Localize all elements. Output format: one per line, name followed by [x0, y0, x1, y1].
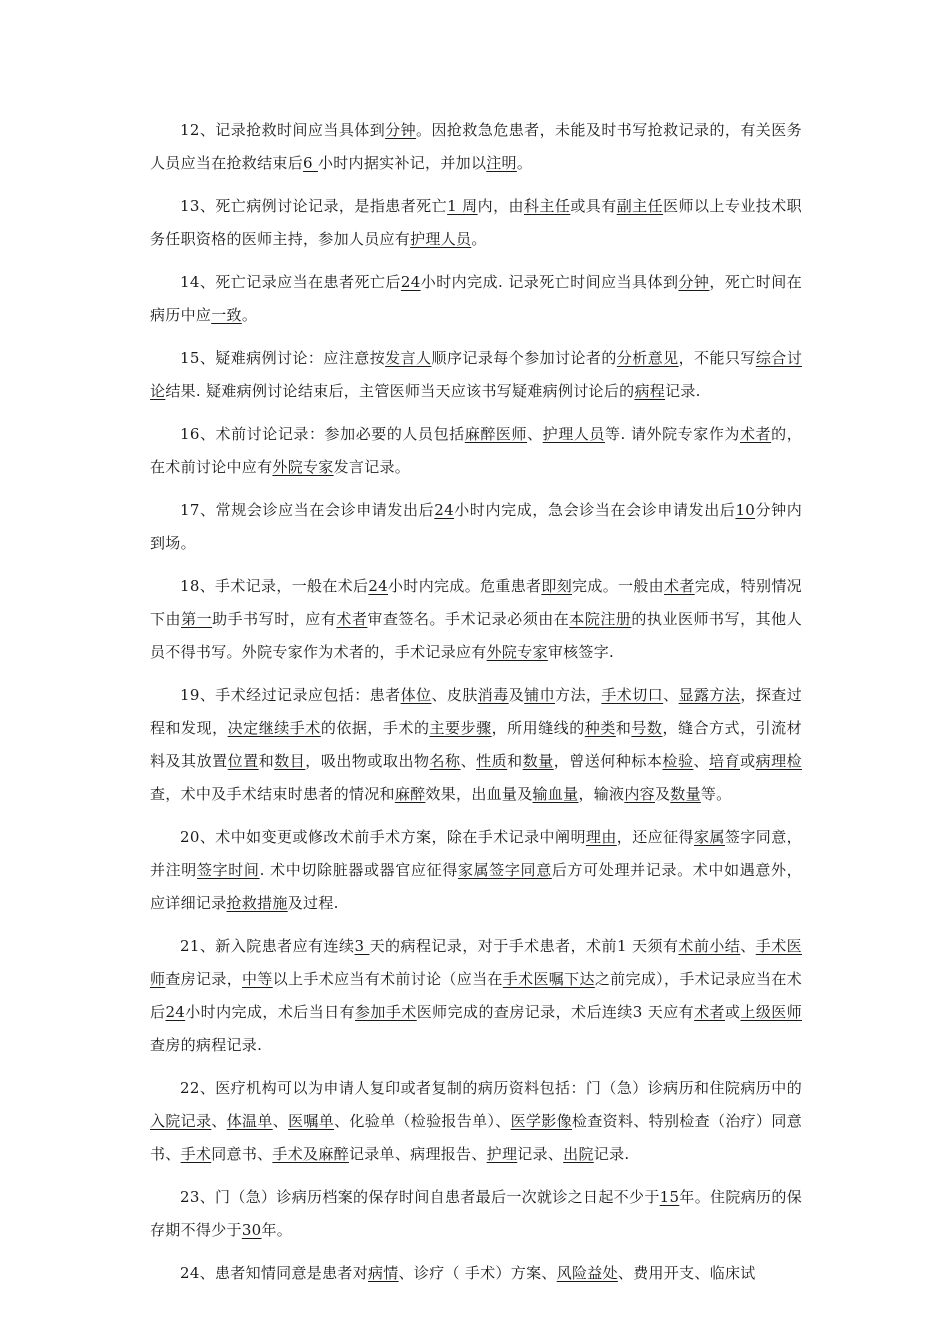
text-segment: 等. 请外院专家作为: [604, 425, 740, 443]
text-segment: 天的病程记录，对于手术患者，术前1 天须有: [369, 937, 679, 955]
underlined-answer: 发言人: [385, 349, 432, 367]
text-segment: 的，在术前讨论中应有: [150, 425, 803, 476]
paragraph-item: [150, 114, 802, 180]
underlined-answer: 风险益处: [556, 1264, 618, 1282]
text-segment: 分钟内到场。: [150, 501, 802, 552]
text-segment: 及: [654, 785, 671, 803]
text-segment: 及: [508, 686, 525, 704]
text-segment: 、费用开支、临床试: [617, 1264, 756, 1282]
text-segment: 。: [516, 154, 533, 172]
underlined-answer: 理由: [585, 828, 617, 846]
text-segment: . 术中切除脏器或器官应征得: [259, 861, 458, 879]
underlined-answer: 出院: [563, 1145, 594, 1163]
underlined-answer: 病程: [634, 382, 666, 400]
text-segment: 之前完成），手术记录应当在术后: [150, 970, 802, 1021]
text-segment: 及过程.: [287, 894, 339, 912]
text-segment: 、: [211, 1112, 227, 1130]
text-segment: 、诊疗（ 手术）方案、: [398, 1264, 557, 1282]
text-segment: 16、术前讨论记录：参加必要的人员包括: [180, 425, 465, 443]
underlined-answer: 号数: [631, 719, 663, 737]
text-segment: 等。: [700, 785, 732, 803]
text-segment: 查房的病程记录.: [150, 1036, 263, 1054]
text-segment: 完成。一般由: [572, 577, 665, 595]
text-segment: 或: [740, 752, 756, 770]
underlined-answer: 术者: [336, 610, 368, 628]
underlined-answer: 参加手术: [355, 1003, 417, 1021]
underlined-answer: 体温单: [226, 1112, 273, 1130]
underlined-answer: 铺巾: [524, 686, 556, 704]
underlined-answer: 种类: [584, 719, 616, 737]
underlined-answer: 输血量: [532, 785, 579, 803]
text-segment: 和: [507, 752, 523, 770]
text-segment: 15、疑难病例讨论：应注意按: [180, 349, 386, 367]
text-segment: 12、记录抢救时间应当具体到: [180, 121, 386, 139]
text-segment: 记录、: [517, 1145, 564, 1163]
text-segment: 17、常规会诊应当在会诊申请发出后: [180, 501, 435, 519]
text-segment: 以上手术应当有术前讨论（应当在: [272, 970, 503, 988]
text-segment: 效果，出血量及: [425, 785, 533, 803]
underlined-answer: 10: [735, 501, 756, 519]
text-segment: 的依据，手术的: [320, 719, 430, 737]
underlined-answer: 培育: [709, 752, 741, 770]
text-segment: 小时内据实补记，并加以: [317, 154, 487, 172]
underlined-answer: 手术切口: [601, 686, 664, 704]
underlined-answer: 30: [241, 1221, 262, 1239]
underlined-answer: 1 周: [447, 197, 478, 215]
paragraph-item: [150, 190, 802, 256]
text-segment: ，曾送何种标本: [553, 752, 663, 770]
underlined-answer: 外院专家: [272, 458, 334, 476]
text-segment: 20、术中如变更或修改术前手术方案，除在手术记录中阐明: [180, 828, 586, 846]
text-segment: 、: [460, 752, 477, 770]
text-segment: 小时内完成. 记录死亡时间应当具体到: [420, 273, 679, 291]
underlined-answer: 即刻: [541, 577, 573, 595]
underlined-answer: 家属: [694, 828, 725, 846]
paragraph-item: [150, 1181, 802, 1247]
underlined-answer: 术前小结: [678, 937, 741, 955]
text-segment: 医师以上专业技术职务任职资格的医师主持，参加人员应有: [150, 197, 802, 248]
text-segment: 记录单、病理报告、: [348, 1145, 487, 1163]
document-page: [150, 114, 802, 1300]
text-segment: 或: [724, 1003, 741, 1021]
text-segment: 。因抢救急危患者，未能及时书写抢救记录的，有关医务人员应当在抢救结束后: [150, 121, 802, 172]
text-segment: 发言记录。: [333, 458, 411, 476]
text-segment: 22、医疗机构可以为申请人复印或者复制的病历资料包括：门（急）诊病历和住院病历中的: [180, 1079, 802, 1097]
text-segment: 内，由: [477, 197, 524, 215]
text-segment: 19、手术经过记录应包括：患者: [180, 686, 401, 704]
underlined-answer: 24: [165, 1003, 186, 1021]
underlined-answer: 名称: [429, 752, 461, 770]
text-segment: 24、患者知情同意是患者对: [180, 1264, 368, 1282]
underlined-answer: 手术医师: [150, 937, 802, 988]
text-segment: 的执业医师书写，其他人员不得书写。外院专家作为术者的，手术记录应有: [150, 610, 803, 661]
text-segment: 小时内完成，术后当日有: [185, 1003, 355, 1021]
text-segment: 记录.: [593, 1145, 630, 1163]
text-segment: 18、手术记录，一般在术后: [180, 577, 369, 595]
underlined-answer: 数量: [522, 752, 554, 770]
paragraph-item: [150, 679, 802, 811]
underlined-answer: 外院专家: [486, 643, 548, 661]
paragraph-item: [150, 570, 802, 669]
text-segment: ，吸出物或取出物: [305, 752, 430, 770]
text-segment: 、化验单（检验报告单）、: [334, 1112, 511, 1130]
text-segment: ，不能只写: [678, 349, 756, 367]
underlined-answer: 本院注册: [569, 610, 632, 628]
text-segment: ，所用缝线的: [491, 719, 585, 737]
text-segment: 、: [693, 752, 710, 770]
text-segment: 。: [241, 306, 258, 324]
underlined-answer: 6: [303, 154, 318, 172]
text-segment: 和: [258, 752, 275, 770]
text-segment: ，死亡时间在病历中应: [150, 273, 802, 324]
underlined-answer: 15: [659, 1188, 680, 1206]
text-segment: ，探查过程和发现，: [150, 686, 803, 737]
underlined-answer: 数量: [670, 785, 701, 803]
underlined-answer: 位置: [227, 752, 259, 770]
text-segment: 审核签字.: [547, 643, 615, 661]
underlined-answer: 手术: [180, 1145, 212, 1163]
underlined-answer: 麻醉: [394, 785, 426, 803]
text-segment: 查房记录，: [165, 970, 243, 988]
text-segment: 或具有: [570, 197, 617, 215]
underlined-answer: 副主任: [616, 197, 664, 215]
paragraph-item: [150, 342, 802, 408]
text-segment: 记录.: [665, 382, 701, 400]
text-segment: 23、门（急）诊病历档案的保存时间自患者最后一次就诊之日起不少于: [180, 1188, 660, 1206]
underlined-answer: 3: [354, 937, 370, 955]
underlined-answer: 内容: [624, 785, 655, 803]
text-segment: 14、死亡记录应当在患者死亡后: [180, 273, 401, 291]
underlined-answer: 医嘱单: [288, 1112, 335, 1130]
document-body: [150, 114, 802, 1290]
text-segment: 助手书写时，应有: [212, 610, 337, 628]
underlined-answer: 中等: [242, 970, 273, 988]
text-segment: 、: [272, 1112, 289, 1130]
text-segment: 13、死亡病例讨论记录，是指患者死亡: [180, 197, 448, 215]
text-segment: 方法，: [555, 686, 602, 704]
text-segment: 年。住院病历的保存期不得少于: [150, 1188, 802, 1239]
underlined-answer: 抢救措施: [226, 894, 288, 912]
text-segment: 签字同意，并注明: [150, 828, 802, 879]
underlined-answer: 分钟: [678, 273, 710, 291]
text-segment: 年。: [261, 1221, 293, 1239]
underlined-answer: 一致: [211, 306, 242, 324]
paragraph-item: [150, 821, 802, 920]
text-segment: 小时内完成。危重患者: [388, 577, 542, 595]
paragraph-item: [150, 1072, 802, 1171]
paragraph-item: [150, 930, 802, 1062]
text-segment: 医师完成的查房记录，术后连续3 天应有: [416, 1003, 695, 1021]
text-segment: 、: [740, 937, 756, 955]
underlined-answer: 护理: [486, 1145, 518, 1163]
text-segment: ，还应征得: [616, 828, 694, 846]
text-segment: ，缝合方式，引流材料及其放置: [150, 719, 802, 770]
paragraph-item: [150, 494, 802, 560]
text-segment: 后方可处理并记录。术中如遇意外，应详细记录: [150, 861, 802, 912]
underlined-answer: 术者: [694, 1003, 725, 1021]
underlined-answer: 决定继续手术: [227, 719, 321, 737]
underlined-answer: 24: [368, 577, 389, 595]
paragraph-item: [150, 1257, 802, 1290]
text-segment: 顺序记录每个参加讨论者的: [431, 349, 617, 367]
underlined-answer: 手术及麻醉: [272, 1145, 349, 1163]
text-segment: 、: [663, 686, 679, 704]
underlined-answer: 病理检: [755, 752, 802, 770]
underlined-answer: 家属签字同意: [457, 861, 552, 879]
underlined-answer: 护理人员: [410, 230, 472, 248]
underlined-answer: 分析意见: [616, 349, 679, 367]
text-segment: 。: [471, 230, 487, 248]
text-segment: 、皮肤: [431, 686, 478, 704]
text-segment: 完成，特别情况下由: [150, 577, 802, 628]
underlined-answer: 性质: [476, 752, 508, 770]
underlined-answer: 入院记录: [150, 1112, 212, 1130]
text-segment: 检查资料、特别检查（治疗）同意书、: [150, 1112, 802, 1163]
underlined-answer: 上级医师: [740, 1003, 802, 1021]
text-segment: 、: [527, 425, 543, 443]
underlined-answer: 数目: [274, 752, 306, 770]
text-segment: 审查签名。手术记录必须由在: [367, 610, 570, 628]
underlined-answer: 体位: [400, 686, 432, 704]
underlined-answer: 麻醉医师: [464, 425, 528, 443]
underlined-answer: 护理人员: [542, 425, 605, 443]
underlined-answer: 主要步骤: [429, 719, 492, 737]
underlined-answer: 签字时间: [196, 861, 260, 879]
text-segment: 和: [615, 719, 632, 737]
underlined-answer: 综合讨论: [150, 349, 803, 400]
underlined-answer: 术者: [739, 425, 772, 443]
underlined-answer: 手术医嘱下达: [502, 970, 595, 988]
underlined-answer: 第一: [181, 610, 213, 628]
underlined-answer: 术者: [664, 577, 695, 595]
text-segment: 同意书、: [211, 1145, 273, 1163]
paragraph-item: [150, 418, 802, 484]
underlined-answer: 检验: [662, 752, 694, 770]
underlined-answer: 消毒: [477, 686, 509, 704]
underlined-answer: 24: [434, 501, 454, 519]
text-segment: 查，术中及手术结束时患者的情况和: [150, 785, 395, 803]
paragraph-item: [150, 266, 802, 332]
text-segment: 结果. 疑难病例讨论结束后，主管医师当天应该书写疑难病例讨论后的: [165, 382, 635, 400]
underlined-answer: 科主任: [523, 197, 571, 215]
underlined-answer: 病情: [368, 1264, 399, 1282]
text-segment: 21、新入院患者应有连续: [180, 937, 355, 955]
underlined-answer: 注明: [486, 154, 517, 172]
underlined-answer: 医学影像: [510, 1112, 572, 1130]
underlined-answer: 24: [400, 273, 421, 291]
text-segment: 小时内完成，急会诊当在会诊申请发出后: [453, 501, 736, 519]
underlined-answer: 分钟: [385, 121, 417, 139]
text-segment: ，输液: [578, 785, 625, 803]
underlined-answer: 显露方法: [678, 686, 741, 704]
